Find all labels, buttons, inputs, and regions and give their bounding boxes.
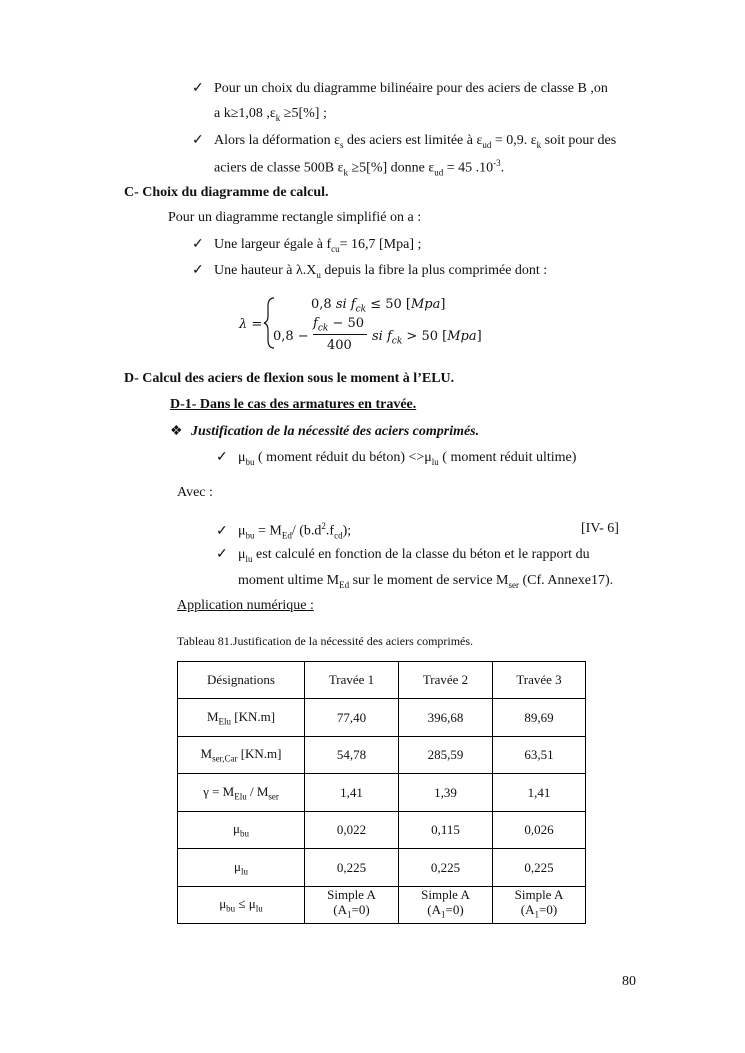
- diamond-text: Justification de la nécessité des aciers comprimés.: [191, 424, 480, 439]
- section-d-heading: D- Calcul des aciers de flexion sous le moment à l’ELU.: [124, 371, 455, 386]
- cell: 89,69: [493, 699, 586, 737]
- check-icon: ✓: [192, 81, 204, 96]
- equation-ref: [IV- 6]: [581, 521, 619, 536]
- cell: 77,40: [305, 699, 399, 737]
- cell: 0,022: [305, 812, 399, 849]
- table-row: [178, 774, 586, 812]
- formula-case2-prefix: 0,8 −: [273, 329, 309, 344]
- cell: 1,41: [305, 774, 399, 812]
- bullet-bilineaire: [192, 80, 608, 97]
- header-designations: Désignations: [178, 662, 305, 699]
- row-label-comparison: $\mu_{bu} \le \mu_{lu}$: [178, 887, 305, 924]
- avec-label: Avec :: [177, 485, 213, 500]
- header-travee-1: Travée 1: [305, 662, 399, 699]
- table-caption: Tableau 81.Justification de la nécessité des aciers comprimés.: [177, 634, 474, 648]
- cell: 0,026: [493, 812, 586, 849]
- table-row: [178, 812, 586, 849]
- bullet-bilineaire-cont: a k≥1,08 $,\varepsilon_k \ge 5[\%]$ ;: [214, 106, 327, 123]
- section-d1-heading: D-1- Dans le cas des armatures en travée.: [170, 397, 417, 412]
- cell-line: Simple A: [514, 887, 564, 903]
- bullet-compare: ✓ $\mu_{bu}$ ( moment réduit du béton) $<>\mu_{lu}$ ( moment réduit ultime): [216, 450, 577, 467]
- cell: 1,41: [493, 774, 586, 812]
- bullet-mu-lu: ✓ $\mu_{lu}$ est calculé en fonction de la classe du béton et le rapport du: [216, 547, 590, 564]
- cell: 63,51: [493, 737, 586, 774]
- bullet-mu-lu-cont: moment ultime $M_{Ed}$ sur le moment de service $M_{ser}$ (Cf. Annexe17).: [238, 573, 614, 590]
- formula-numerator: $f_{ck} - 50$: [313, 316, 365, 334]
- page-number: 80: [622, 974, 636, 989]
- formula-lhs: λ =: [239, 317, 263, 332]
- check-icon: ✓: [192, 237, 204, 252]
- cell: 0,225: [493, 849, 586, 887]
- formula-case1: 0,8 si $f_{ck} \le 50$ [Mpa]: [311, 297, 446, 315]
- diamond-icon: ❖: [170, 424, 183, 439]
- check-icon: ✓: [192, 133, 204, 148]
- section-c-heading: C- Choix du diagramme de calcul.: [124, 185, 329, 200]
- justification-table: [177, 661, 586, 924]
- cell: 396,68: [399, 699, 493, 737]
- cell: Simple A $(A_1=0)$: [399, 887, 493, 924]
- bullet-mu-bu: ✓ $\mu_{bu} = M_{Ed}/$ $(b.d^2.f_{cd})$;: [216, 521, 352, 541]
- cell: 0,115: [399, 812, 493, 849]
- cell: 1,39: [399, 774, 493, 812]
- bullet-largeur: ✓ Une largeur égale à $f_{cu}= 16,7$ [Mpa] ;: [192, 237, 422, 254]
- diamond-item: [170, 423, 479, 440]
- check-icon: ✓: [216, 450, 228, 465]
- row-label-gamma: $\gamma = M_{Elu} / M_{ser}$: [178, 774, 305, 812]
- check-icon: ✓: [216, 547, 228, 562]
- cell-line: Simple A: [421, 887, 470, 903]
- row-label-mu-bu: $\mu_{bu}$: [178, 812, 305, 849]
- bullet-deformation-cont: aciers de classe 500B $\varepsilon_k \ge 5[\%]$ donne $\varepsilon_{ud} = 45$ $.10^{-3}$.: [214, 158, 505, 178]
- check-icon: ✓: [216, 523, 228, 539]
- row-label-mu-lu: $\mu_{lu}$: [178, 849, 305, 887]
- formula-denominator: 400: [327, 338, 352, 353]
- check-icon: ✓: [192, 263, 204, 278]
- bullet-text: Pour un choix du diagramme bilinéaire pour des aciers de classe B ,on: [214, 81, 608, 96]
- row-label-mser: $M_{ser,Car}$ [KN.m]: [178, 737, 305, 774]
- table-row: [178, 887, 586, 924]
- table-row: [178, 849, 586, 887]
- fraction-bar: [313, 334, 367, 335]
- header-travee-3: Travée 3: [493, 662, 586, 699]
- cell: 0,225: [399, 849, 493, 887]
- cell: 285,59: [399, 737, 493, 774]
- cell: Simple A $(A_1=0)$: [305, 887, 399, 924]
- cell: 54,78: [305, 737, 399, 774]
- bullet-deformation: ✓ Alors la déformation $\varepsilon_s$ des aciers est limitée à $\varepsilon_{ud} = 0,9$. $\varepsilon_k$ soit pour des: [192, 133, 617, 150]
- header-travee-2: Travée 2: [399, 662, 493, 699]
- section-c-intro: Pour un diagramme rectangle simplifié on a :: [168, 210, 422, 225]
- table-row: [178, 737, 586, 774]
- cell-line: Simple A: [327, 887, 376, 903]
- table-header-row: [178, 662, 586, 699]
- application-label: Application numérique :: [177, 598, 314, 613]
- table-row: [178, 699, 586, 737]
- cell: Simple A $(A_1=0)$: [493, 887, 586, 924]
- row-label-melu: $M_{Elu}$ [KN.m]: [178, 699, 305, 737]
- bullet-hauteur: ✓ Une hauteur à $\lambda.X_u$ depuis la fibre la plus comprimée dont :: [192, 263, 548, 280]
- formula-case2-suffix: si $f_{ck} > 50$ [Mpa]: [372, 329, 482, 347]
- cell: 0,225: [305, 849, 399, 887]
